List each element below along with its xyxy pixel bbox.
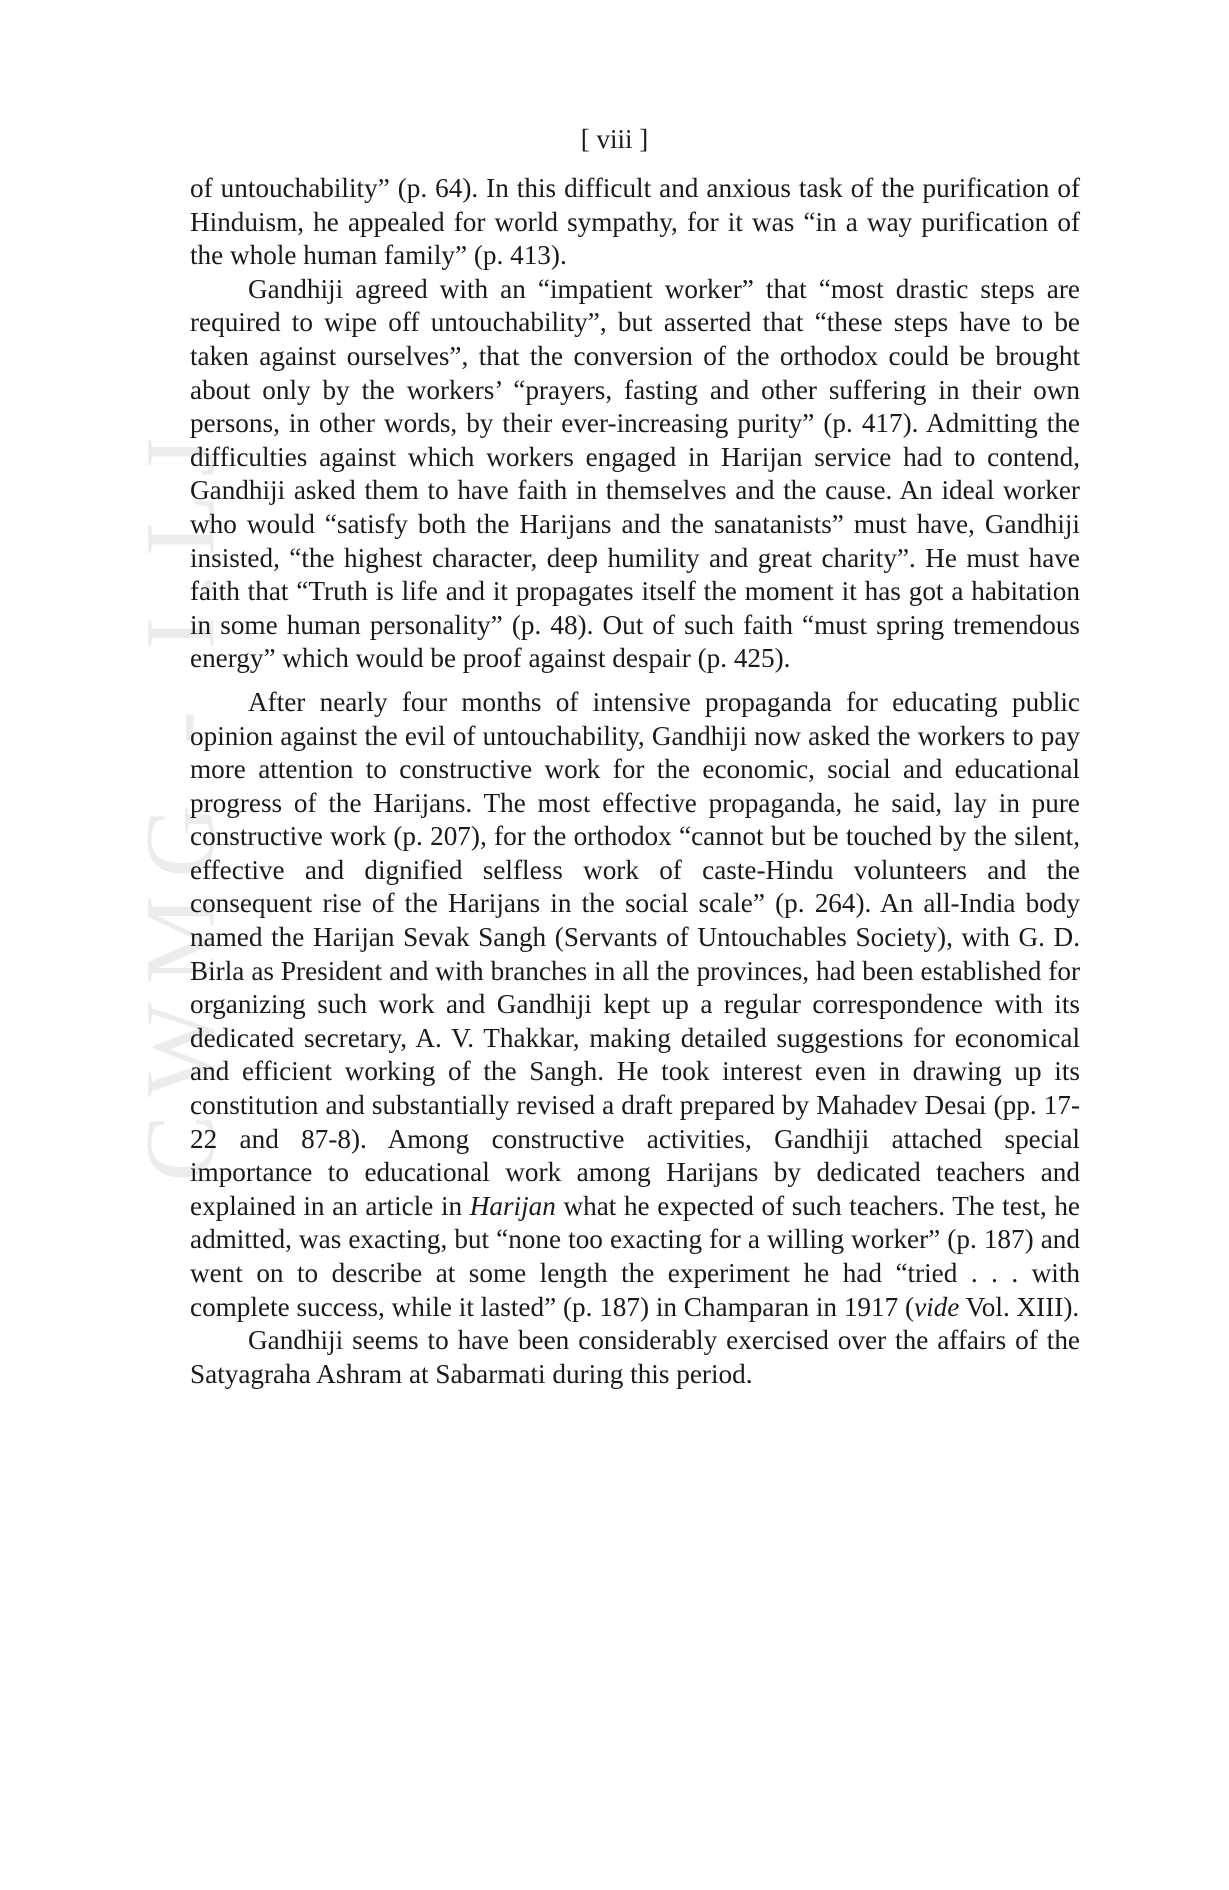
harijan-title: Harijan [469, 1190, 556, 1221]
paragraph-2: Gandhiji agreed with an “impatient worker” that “most drastic steps are required to wipe off untouchability”, but asserted that “these steps have to be taken against ourselves”, that the conversion of the orthodox could be brought about only by the workers’ “prayers, fasting and other suffering in their own persons, in other words, by their ever-increasing purity” (p. 417). Admitting the difficulties against which workers engaged in Harijan service had to contend, Gandhiji asked them to have faith in themselves and the cause. An ideal worker who would “satisfy both the Harijans and the sanatanists” must have, Gandhiji insisted, “the highest character, deep humility and great charity”. He must have faith that “Truth is life and it propagates itself the moment it has got a habitation in some human personality” (p. 48). Out of such faith “must spring tremendous energy” which would be proof against despair (p. 425). [190, 273, 1080, 674]
paragraph-3-part-3: Vol. XIII). [959, 1291, 1080, 1322]
body-text [190, 172, 1080, 1391]
paragraph-3-part-2: what he expected of such teachers. The test, he admitted, was exacting, but “none too exacting for a willing worker” (p. 187) and went on to describe at some length the experiment he had “tried . . . with complete success, while it lasted” (p. 187) in Champaran in 1917 ( [190, 1190, 1080, 1322]
paragraph-3 [190, 686, 1080, 1324]
paragraph-3-part-1: After nearly four months of intensive propaganda for educating public opinion against the evil of untouchability, Gandhiji now asked the workers to pay more attention to constructive work for the economic, social and educational progress of the Harijans. The most effective propaganda, he said, lay in pure constructive work (p. 207), for the orthodox “cannot but be touched by the silent, effective and dignified selfless work of caste-Hindu volunteers and the consequent rise of the Harijans in the social scale” (p. 264). An all-India body named the Harijan Sevak Sangh (Servants of Untouchables Society), with G. D. Birla as President and with branches in all the provinces, had been established for organizing such work and Gandhiji kept up a regular correspondence with its dedicated secretary, A. V. Thakkar, making detailed suggestions for economical and efficient working of the Sangh. He took interest even in drawing up its constitution and substantially revised a draft prepared by Mahadev Desai (pp. 17-22 and 87-8). Among constructive activities, Gandhiji attached special importance to educational work among Harijans by dedicated teachers and explained in an article in [190, 686, 1080, 1221]
vide-word: vide [914, 1291, 960, 1322]
watermark-text: CWMG - I.LJ [124, 419, 236, 1181]
paragraph-1: of untouchability” (p. 64). In this difficult and anxious task of the purification of Hinduism, he appealed for world sympathy, for it was “in a way purification of the whole human family” (p. 413). [190, 173, 1080, 271]
page-number: [ viii ] [580, 124, 649, 154]
paragraph-4: Gandhiji seems to have been considerably exercised over the affairs of the Satyagraha Ashram at Sabarmati during this period. [190, 1325, 1080, 1389]
